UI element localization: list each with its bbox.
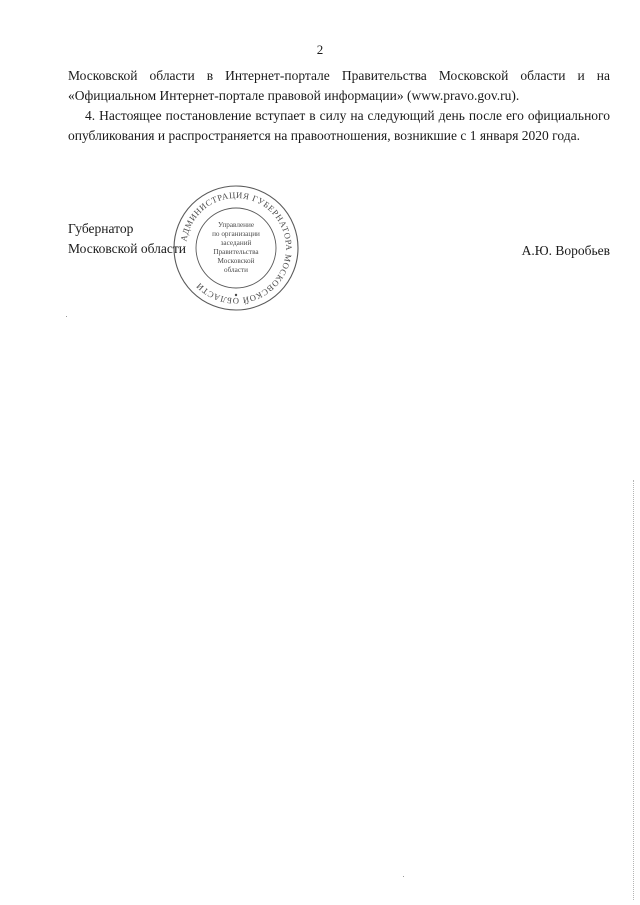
seal-center-line: Правительства: [213, 248, 259, 256]
seal-center-line: заседаний: [220, 239, 252, 247]
seal-graphic: [171, 183, 301, 313]
seal-center-line: области: [223, 266, 249, 274]
seal-center-line: Управление: [217, 221, 255, 229]
signer-title-line-1: Губернатор: [68, 221, 134, 236]
seal-ring-text: АДМИНИСТРАЦИЯ ГУБЕРНАТОРА МОСКОВСКОЙ ОБЛАСТИ: [178, 189, 295, 307]
signer-name: А.Ю. Воробьев: [521, 243, 610, 258]
official-seal-stamp: [171, 183, 301, 313]
document-body: [68, 66, 610, 146]
seal-center-line: Московской: [217, 257, 255, 265]
paragraph-publication: Московской области в Интернет-портале Правительства Московской области и на «Официальном Интернет-портале правовой информации» (www.pravo.gov.ru).: [68, 68, 610, 103]
page-number: 2: [316, 42, 324, 57]
signer-title: [68, 219, 186, 259]
signer-title-line-2: Московской области: [68, 241, 187, 256]
paragraph-effective-date: 4. Настоящее постановление вступает в силу на следующий день после его официального опубликования и распространяется на правоотношения, возникшие с 1 января 2020 года.: [68, 108, 610, 143]
scan-speck: [66, 316, 67, 317]
scan-speck: [403, 876, 404, 877]
scan-edge-artifact: [632, 480, 634, 900]
seal-center-line: по организации: [212, 230, 260, 238]
